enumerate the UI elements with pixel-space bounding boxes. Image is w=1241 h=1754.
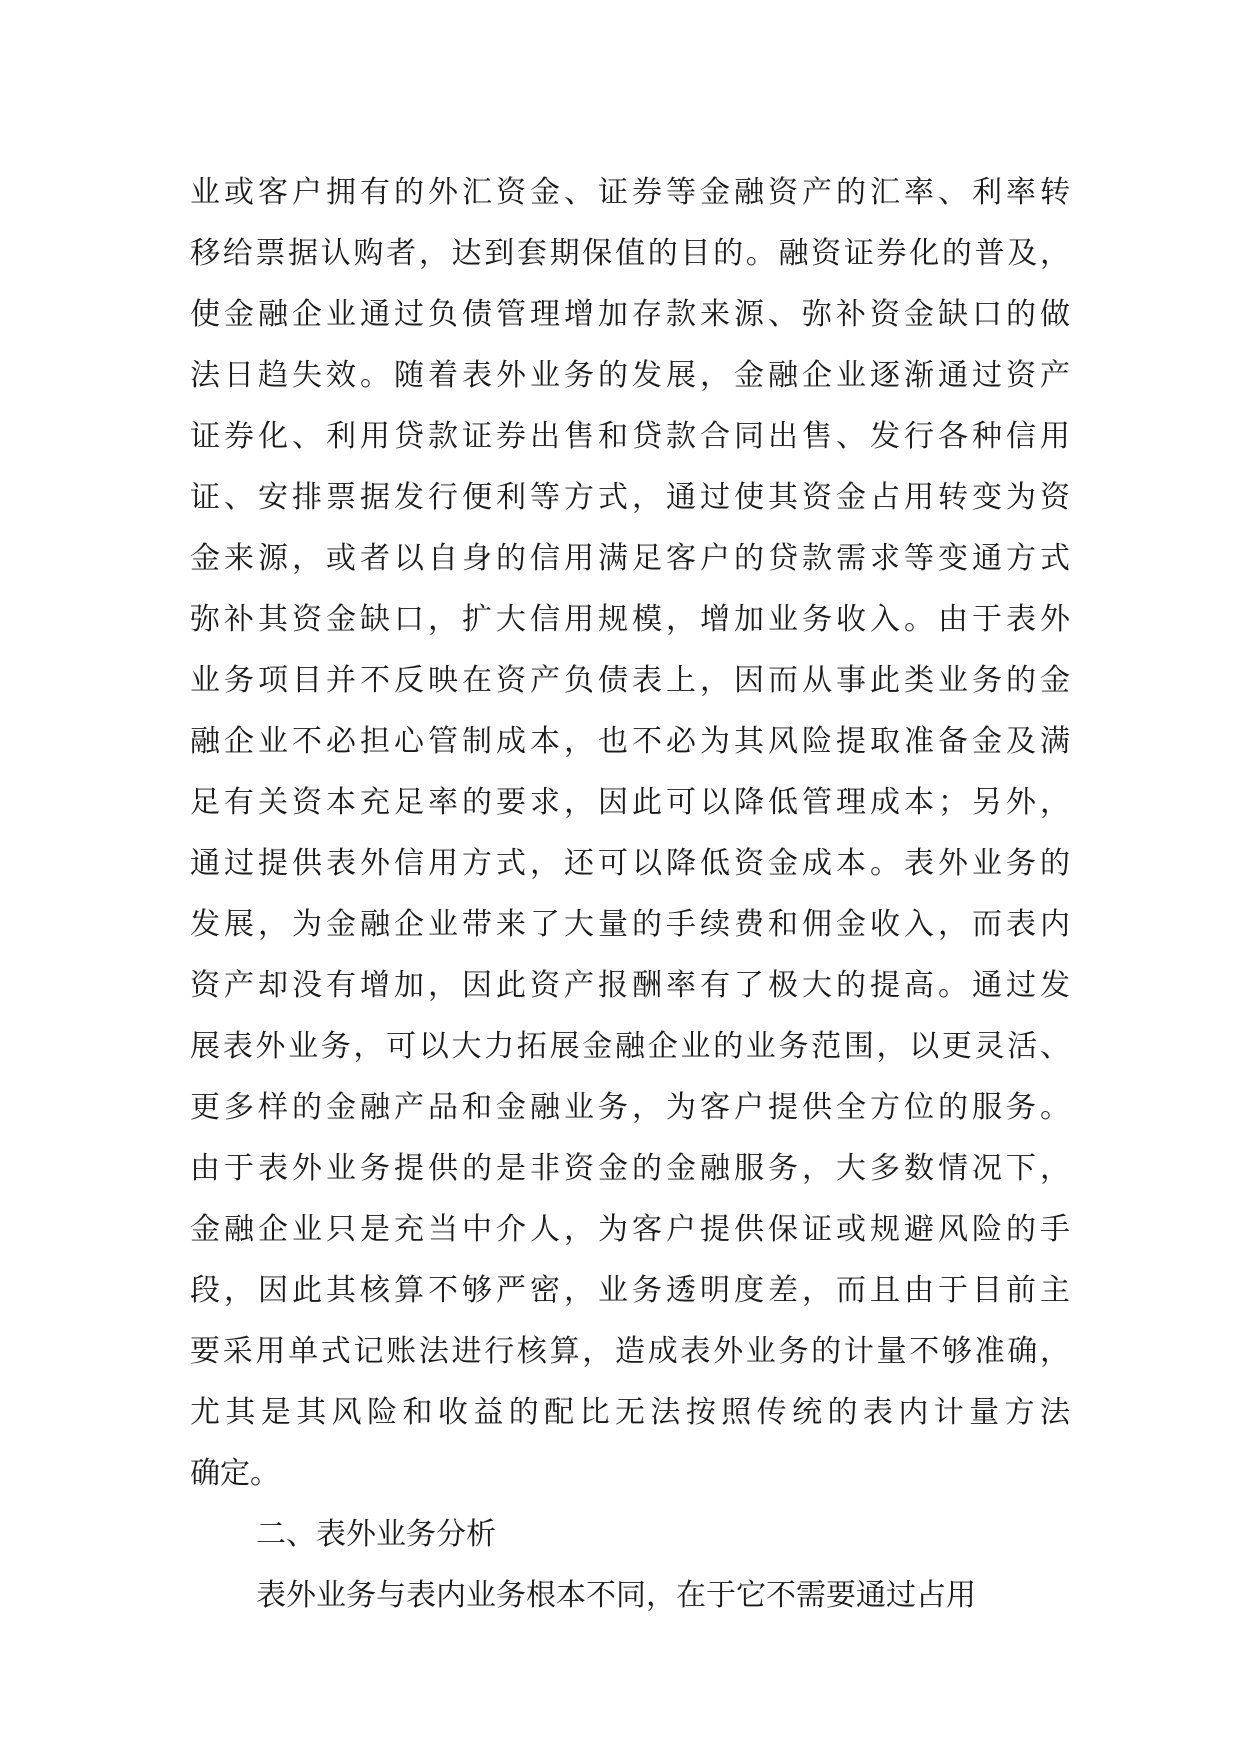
- text-line: 通过提供表外信用方式，还可以降低资金成本。表外业务的: [190, 846, 1070, 881]
- text-line: 资产却没有增加，因此资产报酬率有了极大的提高。通过发: [190, 968, 1070, 1003]
- text-line: 要采用单式记账法进行核算，造成表外业务的计量不够准确，: [190, 1334, 1070, 1369]
- text-line: 移给票据认购者，达到套期保值的目的。融资证券化的普及，: [190, 236, 1070, 271]
- text-line: 金融企业只是充当中介人，为客户提供保证或规避风险的手: [190, 1212, 1070, 1247]
- section-heading: 二、表外业务分析: [256, 1517, 496, 1552]
- text-line: 由于表外业务提供的是非资金的金融服务，大多数情况下，: [190, 1151, 1070, 1186]
- text-line: 使金融企业通过负债管理增加存款来源、弥补资金缺口的做: [190, 297, 1070, 332]
- text-line: 确定。: [190, 1456, 280, 1491]
- paragraph-first-line: 表外业务与表内业务根本不同，在于它不需要通过占用: [256, 1578, 976, 1613]
- text-line: 弥补其资金缺口，扩大信用规模，增加业务收入。由于表外: [190, 602, 1070, 637]
- text-line: 尤其是其风险和收益的配比无法按照传统的表内计量方法: [190, 1395, 1070, 1430]
- text-line: 金来源，或者以自身的信用满足客户的贷款需求等变通方式: [190, 541, 1070, 576]
- text-line: 融企业不必担心管制成本，也不必为其风险提取准备金及满: [190, 724, 1070, 759]
- text-line: 足有关资本充足率的要求，因此可以降低管理成本；另外，: [190, 785, 1070, 820]
- text-line: 业务项目并不反映在资产负债表上，因而从事此类业务的金: [190, 663, 1070, 698]
- text-line: 证、安排票据发行便利等方式，通过使其资金占用转变为资: [190, 480, 1070, 515]
- text-line: 展表外业务，可以大力拓展金融企业的业务范围，以更灵活、: [190, 1029, 1070, 1064]
- text-line: 法日趋失效。随着表外业务的发展，金融企业逐渐通过资产: [190, 358, 1070, 393]
- text-line: 业或客户拥有的外汇资金、证券等金融资产的汇率、利率转: [190, 175, 1070, 210]
- text-line: 段，因此其核算不够严密，业务透明度差，而且由于目前主: [190, 1273, 1070, 1308]
- text-line: 发展，为金融企业带来了大量的手续费和佣金收入，而表内: [190, 907, 1070, 942]
- text-line: 更多样的金融产品和金融业务，为客户提供全方位的服务。: [190, 1090, 1070, 1125]
- body-text: [190, 162, 1070, 1626]
- text-line: 证券化、利用贷款证券出售和贷款合同出售、发行各种信用: [190, 419, 1070, 454]
